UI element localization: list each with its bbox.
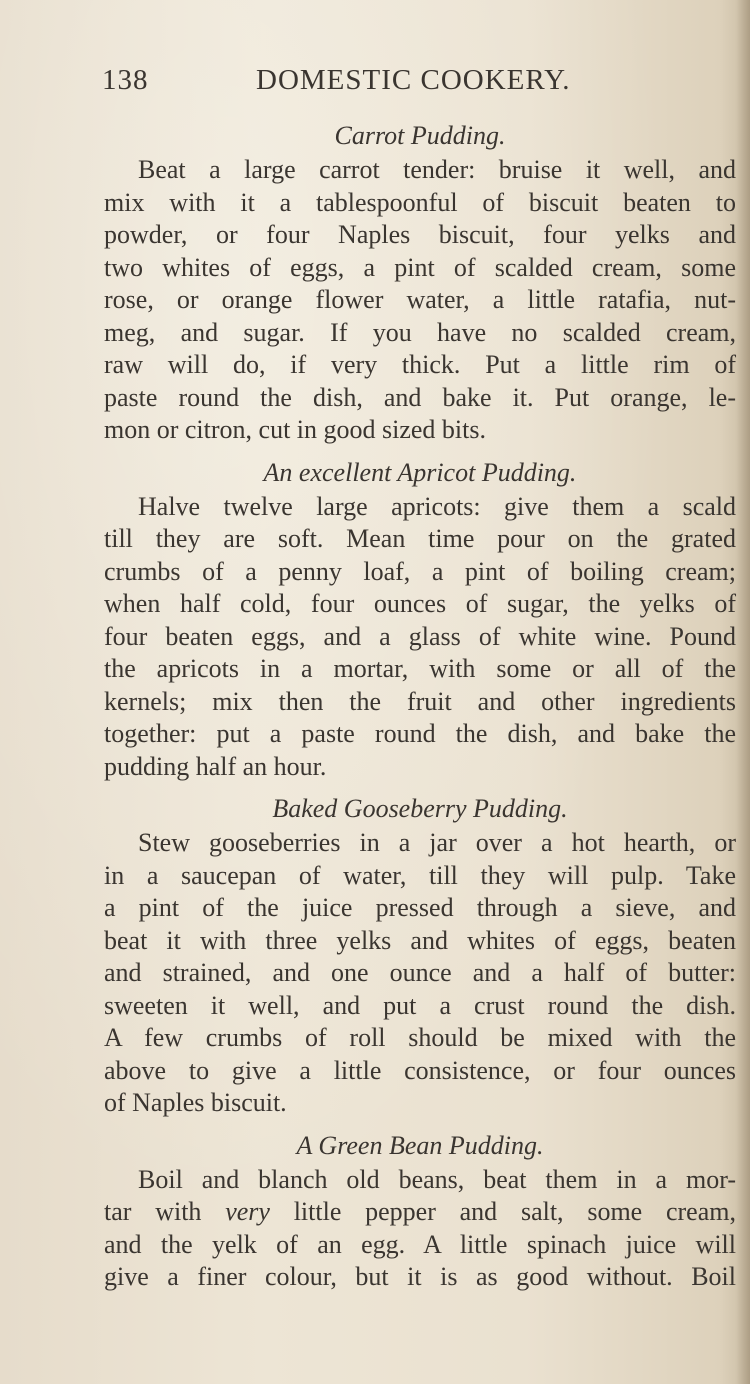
emphasis: very	[225, 1197, 270, 1226]
text-line: and the yelk of an egg. A little spinach juice will	[104, 1229, 736, 1259]
text-line: when half cold, four ounces of sugar, the yelks of	[104, 589, 736, 618]
recipe-apricot-pudding	[104, 455, 736, 784]
recipe-title: A Green Bean Pudding.	[296, 1130, 544, 1160]
page-content	[104, 118, 736, 1302]
text-line: crumbs of a penny loaf, a pint of boiling cream;	[104, 556, 736, 586]
text-line: raw will do, if very thick. Put a little rim of	[104, 350, 736, 379]
text-line: and strained, and one ounce and a half of butter:	[104, 958, 736, 987]
text-line: above to give a little consistence, or four ounces	[104, 1055, 736, 1085]
text-line: kernels; mix then the fruit and other ingredients	[104, 686, 736, 716]
text-line: sweeten it well, and put a crust round the dish.	[104, 990, 736, 1020]
running-title: DOMESTIC COOKERY.	[256, 64, 571, 96]
text-line: rose, or orange flower water, a little ratafia, nut-	[104, 285, 736, 314]
text-line: tar with very little pepper and salt, some cream,	[104, 1197, 736, 1226]
text-line: give a finer colour, but it is as good without. Boil	[104, 1262, 736, 1291]
text-line: Boil and blanch old beans, beat them in a mor-	[138, 1164, 736, 1194]
recipe-title: Baked Gooseberry Pudding.	[272, 794, 568, 823]
recipe-body	[104, 154, 736, 447]
text-line: two whites of eggs, a pint of scalded cream, some	[104, 252, 736, 282]
recipe-green-bean-pudding	[104, 1128, 736, 1294]
text-line: powder, or four Naples biscuit, four yelks and	[104, 220, 736, 249]
text-line: mix with it a tablespoonful of biscuit beaten to	[104, 187, 736, 217]
text-line: four beaten eggs, and a glass of white wine. Pound	[104, 621, 736, 651]
text-line: paste round the dish, and bake it. Put orange, le-	[104, 382, 736, 412]
recipe-title: An excellent Apricot Pudding.	[263, 457, 577, 487]
recipe-body	[104, 491, 736, 784]
text-line: in a saucepan of water, till they will pulp. Take	[104, 860, 736, 890]
text-line: together: put a paste round the dish, and bake the	[104, 719, 736, 748]
text-line: A few crumbs of roll should be mixed with the	[104, 1023, 736, 1052]
page-edge-shadow	[736, 0, 750, 1384]
text-line: mon or citron, cut in good sized bits.	[104, 415, 487, 444]
recipe-title: Carrot Pudding.	[334, 121, 506, 150]
text-line: Beat a large carrot tender: bruise it well, and	[138, 155, 736, 184]
text-line: meg, and sugar. If you have no scalded cream,	[104, 317, 736, 347]
text-line: Stew gooseberries in a jar over a hot hearth, or	[138, 828, 736, 857]
recipe-carrot-pudding	[104, 118, 736, 447]
page-number: 138	[102, 64, 149, 96]
text-line: a pint of the juice pressed through a sieve, and	[104, 893, 736, 922]
text-line: the apricots in a mortar, with some or all of the	[104, 654, 736, 683]
text-line: till they are soft. Mean time pour on the grated	[104, 524, 736, 553]
recipe-body	[104, 827, 736, 1120]
page-header	[102, 58, 642, 102]
recipe-gooseberry-pudding	[104, 791, 736, 1120]
text-line: Halve twelve large apricots: give them a scald	[138, 491, 736, 521]
text-line: of Naples biscuit.	[104, 1088, 287, 1117]
recipe-body	[104, 1164, 736, 1294]
text-line: beat it with three yelks and whites of eggs, beaten	[104, 925, 736, 955]
text-line: pudding half an hour.	[104, 751, 327, 781]
